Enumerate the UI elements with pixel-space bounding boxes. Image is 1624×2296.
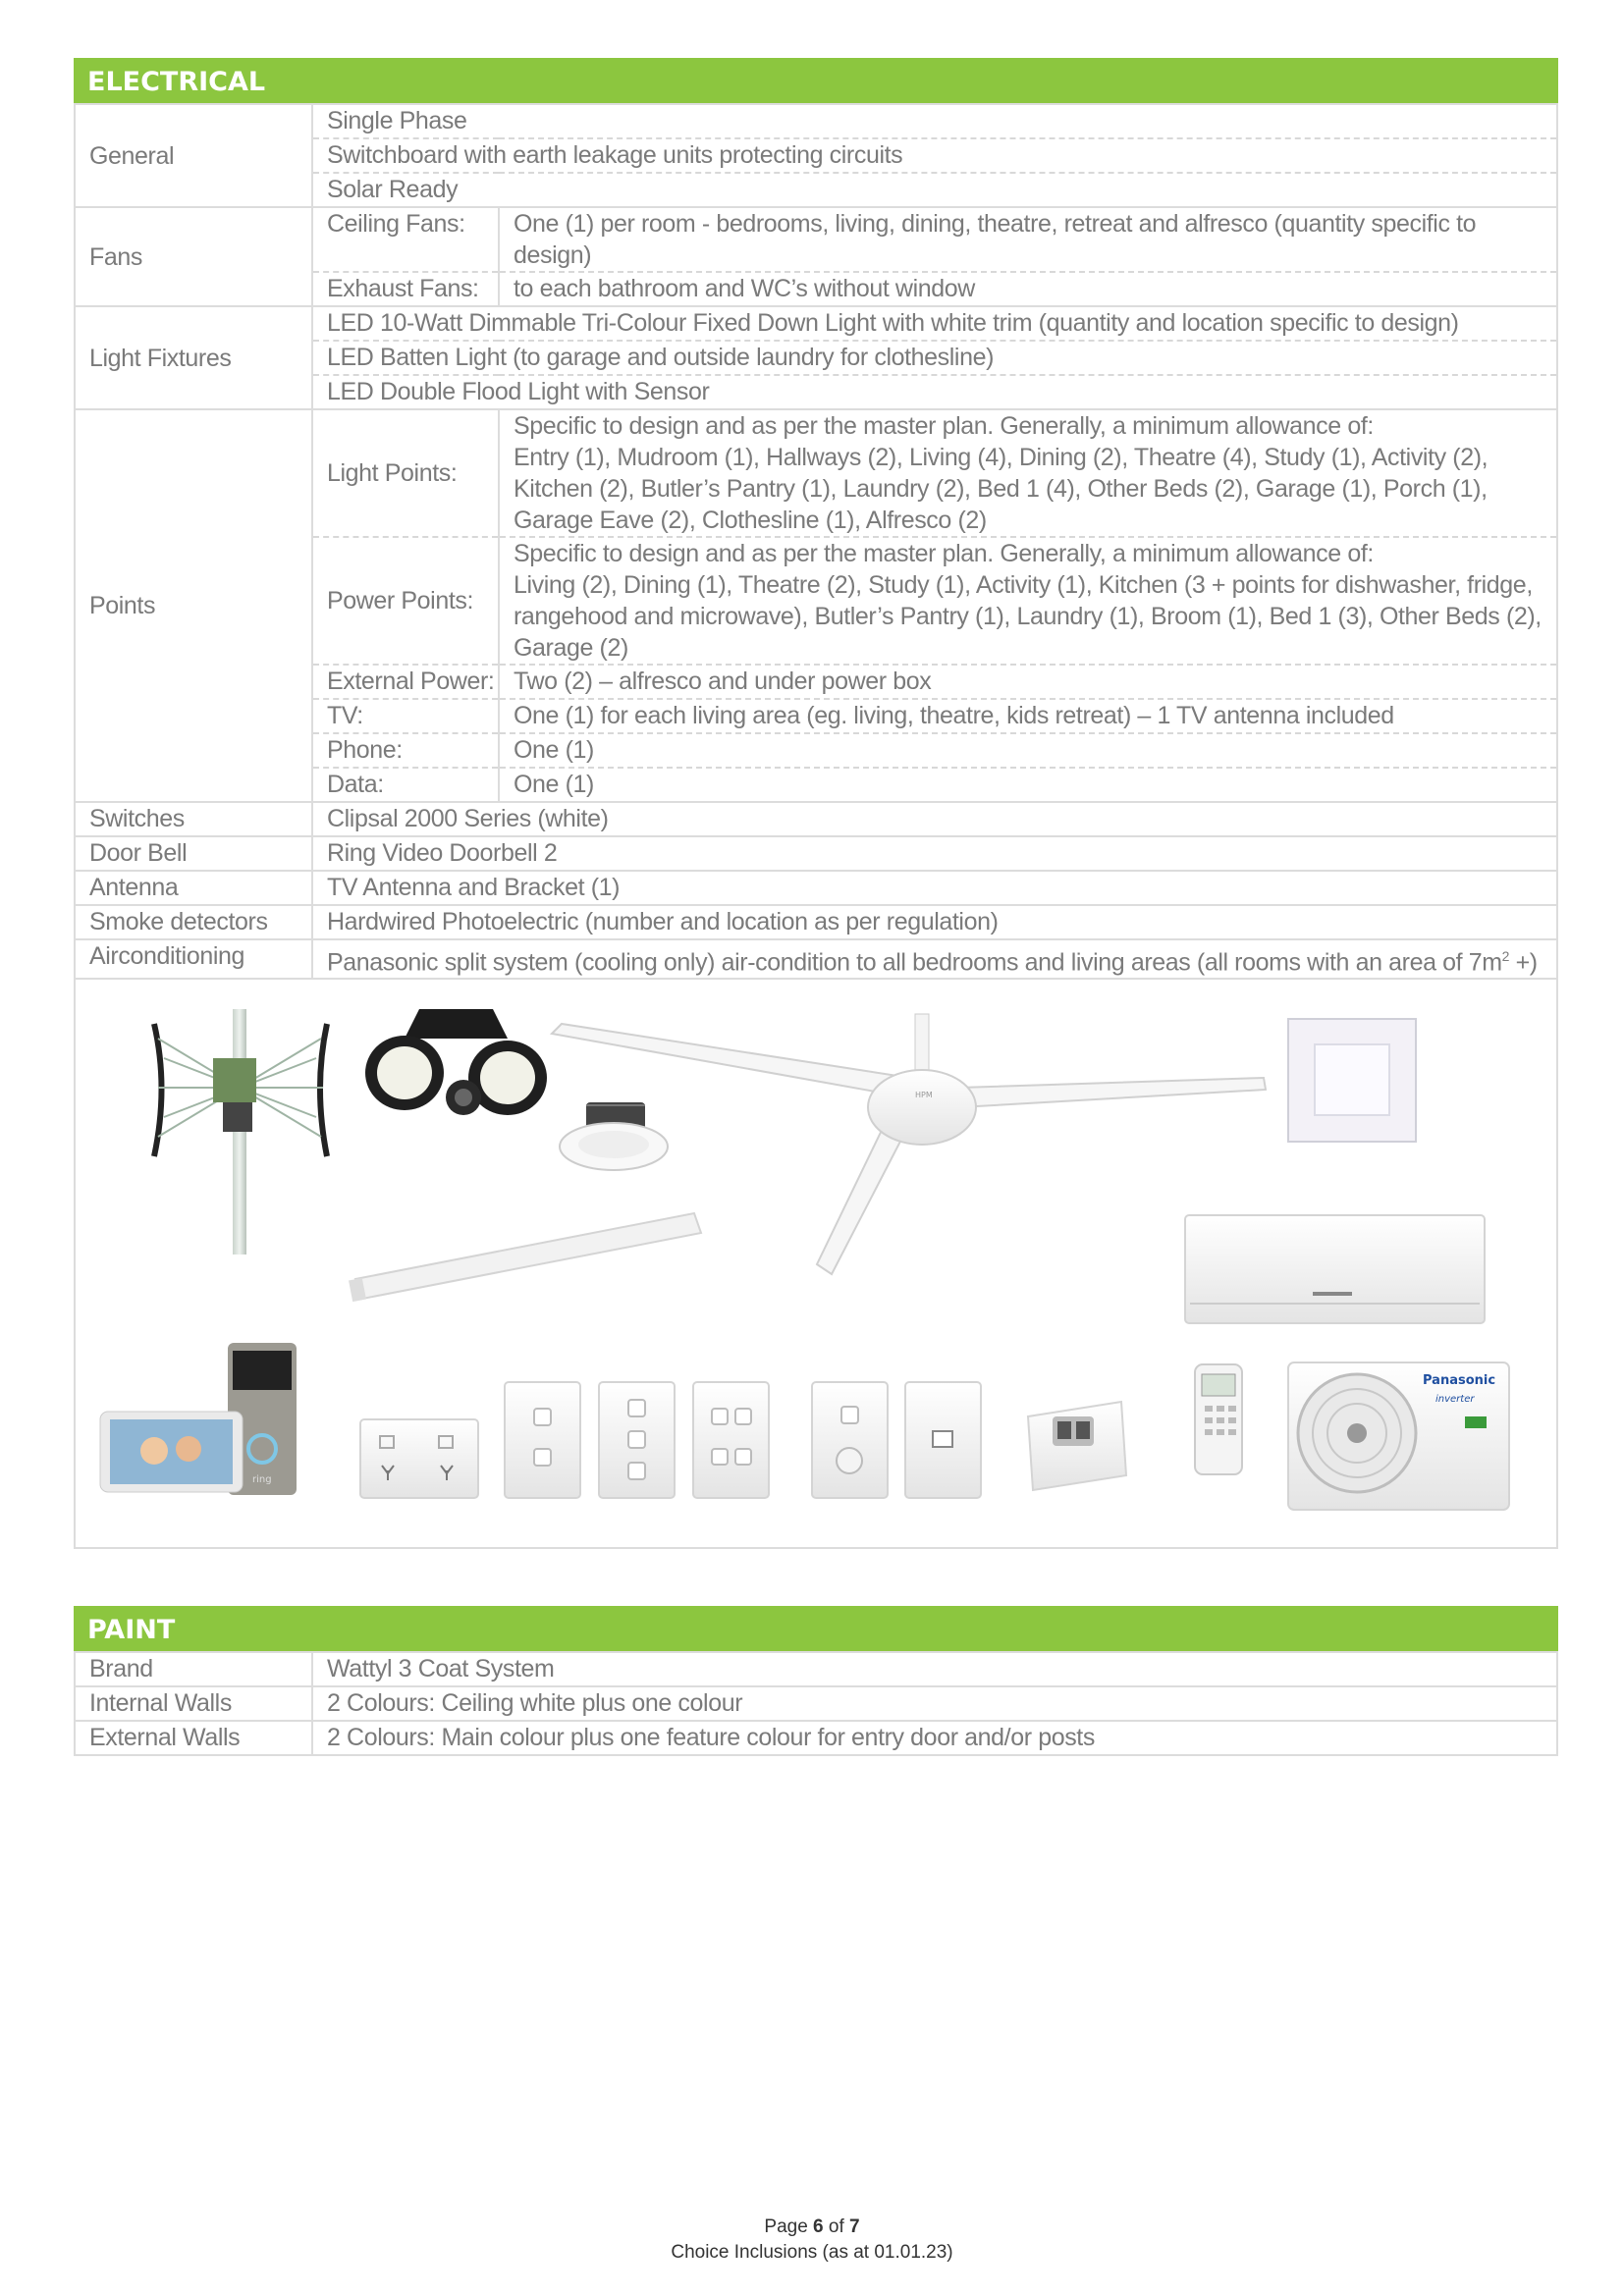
tv-label: TV:: [312, 699, 499, 733]
external-walls-value: 2 Colours: Main colour plus one feature colour for entry door and/or posts: [312, 1721, 1557, 1755]
light-fixture-item: LED Batten Light (to garage and outside laundry for clothesline): [312, 341, 1557, 375]
light-switch-4-gang-image: [693, 1382, 769, 1498]
general-label: General: [75, 104, 312, 207]
general-item: Single Phase: [312, 104, 1557, 138]
general-item: Switchboard with earth leakage units protecting circuits: [312, 138, 1557, 173]
phone-value: One (1): [499, 733, 1557, 768]
power-points-line: Garage (2): [514, 634, 628, 662]
ceiling-fans-label: Ceiling Fans:: [312, 207, 499, 272]
light-fixture-item: LED Double Flood Light with Sensor: [312, 375, 1557, 409]
exhaust-fans-value: to each bathroom and WC’s without window: [499, 272, 1557, 306]
footer-subtitle: Choice Inclusions (as at 01.01.23): [671, 2242, 953, 2263]
paint-table: [74, 1651, 1558, 1756]
antenna-value: TV Antenna and Bracket (1): [312, 871, 1557, 905]
external-walls-label: External Walls: [75, 1721, 312, 1755]
doorbell-label: Door Bell: [75, 836, 312, 871]
external-power-label: External Power:: [312, 665, 499, 699]
aircon-text-end: +): [1509, 948, 1538, 977]
fans-label: Fans: [75, 207, 312, 306]
power-points-value: [499, 537, 1557, 665]
power-points-line: Specific to design and as per the master plan. Generally, a minimum allowance of:: [514, 540, 1374, 567]
tv-value: One (1) for each living area (eg. living, theatre, kids retreat) – 1 TV antenna included: [499, 699, 1557, 733]
light-points-line: Kitchen (2), Butler’s Pantry (1), Laundry (2), Bed 1 (4), Other Beds (2), Garage (1), Porch (1),: [514, 475, 1488, 503]
data-value: One (1): [499, 768, 1557, 802]
tv-antenna-image: [154, 1009, 327, 1255]
dimmer-switch-image: [812, 1382, 888, 1498]
light-switch-2-gang-image: [505, 1382, 580, 1498]
internal-walls-value: 2 Colours: Ceiling white plus one colour: [312, 1686, 1557, 1721]
points-label: Points: [75, 409, 312, 802]
power-point-image: [360, 1419, 478, 1498]
aircon-remote-image: [1195, 1364, 1242, 1474]
electrical-section: [74, 58, 1558, 1549]
exhaust-fans-label: Exhaust Fans:: [312, 272, 499, 306]
doorbell-brand-label: ring: [252, 1474, 272, 1486]
video-doorbell-image: [100, 1343, 297, 1495]
smoke-detectors-label: Smoke detectors: [75, 905, 312, 939]
total-pages: 7: [849, 2216, 860, 2237]
power-points-label: Power Points:: [312, 537, 499, 665]
light-points-value: [499, 409, 1557, 537]
downlight-image: [560, 1102, 668, 1170]
panasonic-logo: Panasonic: [1423, 1373, 1496, 1389]
external-power-value: Two (2) – alfresco and under power box: [499, 665, 1557, 699]
light-points-label: Light Points:: [312, 409, 499, 537]
flood-light-image: [365, 1009, 547, 1115]
phone-label: Phone:: [312, 733, 499, 768]
ceiling-fans-value: One (1) per room - bedrooms, living, dining, theatre, retreat and alfresco (quantity specific to design): [499, 207, 1557, 272]
doorbell-value: Ring Video Doorbell 2: [312, 836, 1557, 871]
paint-brand-value: Wattyl 3 Coat System: [312, 1652, 1557, 1686]
power-points-line: Living (2), Dining (1), Theatre (2), Study (1), Activity (1), Kitchen (3 + points for dishwasher, fridge,: [514, 571, 1533, 599]
aircon-sup: 2: [1501, 948, 1510, 964]
light-points-line: Garage Eave (2), Clothesline (1), Alfresco (2): [514, 507, 987, 534]
smoke-detectors-value: Hardwired Photoelectric (number and location as per regulation): [312, 905, 1557, 939]
split-system-outdoor-image: [1288, 1362, 1509, 1510]
switches-value: Clipsal 2000 Series (white): [312, 802, 1557, 836]
paint-header: PAINT: [74, 1606, 1558, 1651]
smoke-detector-image: [1028, 1402, 1126, 1490]
general-item: Solar Ready: [312, 173, 1557, 207]
tv-data-outlet-image: [905, 1382, 981, 1498]
airconditioning-value: [312, 939, 1557, 979]
paint-brand-label: Brand: [75, 1652, 312, 1686]
data-label: Data:: [312, 768, 499, 802]
aircon-text: Panasonic split system (cooling only) air-condition to all bedrooms and living areas (all rooms with an area of 7m: [327, 948, 1502, 977]
page-prefix: Page: [764, 2216, 814, 2237]
electrical-header: ELECTRICAL: [74, 58, 1558, 103]
electrical-table: [74, 103, 1558, 980]
light-points-line: Specific to design and as per the master plan. Generally, a minimum allowance of:: [514, 412, 1374, 440]
current-page: 6: [813, 2216, 824, 2237]
exhaust-fan-image: [1288, 1019, 1416, 1142]
light-fixtures-label: Light Fixtures: [75, 306, 312, 409]
airconditioning-label: Airconditioning: [75, 939, 312, 979]
product-images: [74, 980, 1558, 1549]
internal-walls-label: Internal Walls: [75, 1686, 312, 1721]
page-of: of: [823, 2216, 850, 2237]
power-points-line: rangehood and microwave), Butler’s Pantry (1), Laundry (1), Broom (1), Bed 1 (3), Other Beds (2),: [514, 603, 1542, 630]
light-fixture-item: LED 10-Watt Dimmable Tri-Colour Fixed Down Light with white trim (quantity and location specific to design): [312, 306, 1557, 341]
product-images-svg: [76, 980, 1556, 1547]
page-number: [0, 2216, 1624, 2238]
light-points-line: Entry (1), Mudroom (1), Hallways (2), Living (4), Dining (2), Theatre (4), Study (1), Activity (2),: [514, 444, 1489, 471]
paint-section: [74, 1606, 1558, 1756]
fan-brand-label: HPM: [915, 1091, 933, 1100]
light-switch-3-gang-image: [599, 1382, 675, 1498]
split-system-indoor-image: [1185, 1215, 1485, 1323]
antenna-label: Antenna: [75, 871, 312, 905]
batten-light-image: [349, 1213, 701, 1302]
switches-label: Switches: [75, 802, 312, 836]
inverter-logo: inverter: [1435, 1394, 1475, 1406]
